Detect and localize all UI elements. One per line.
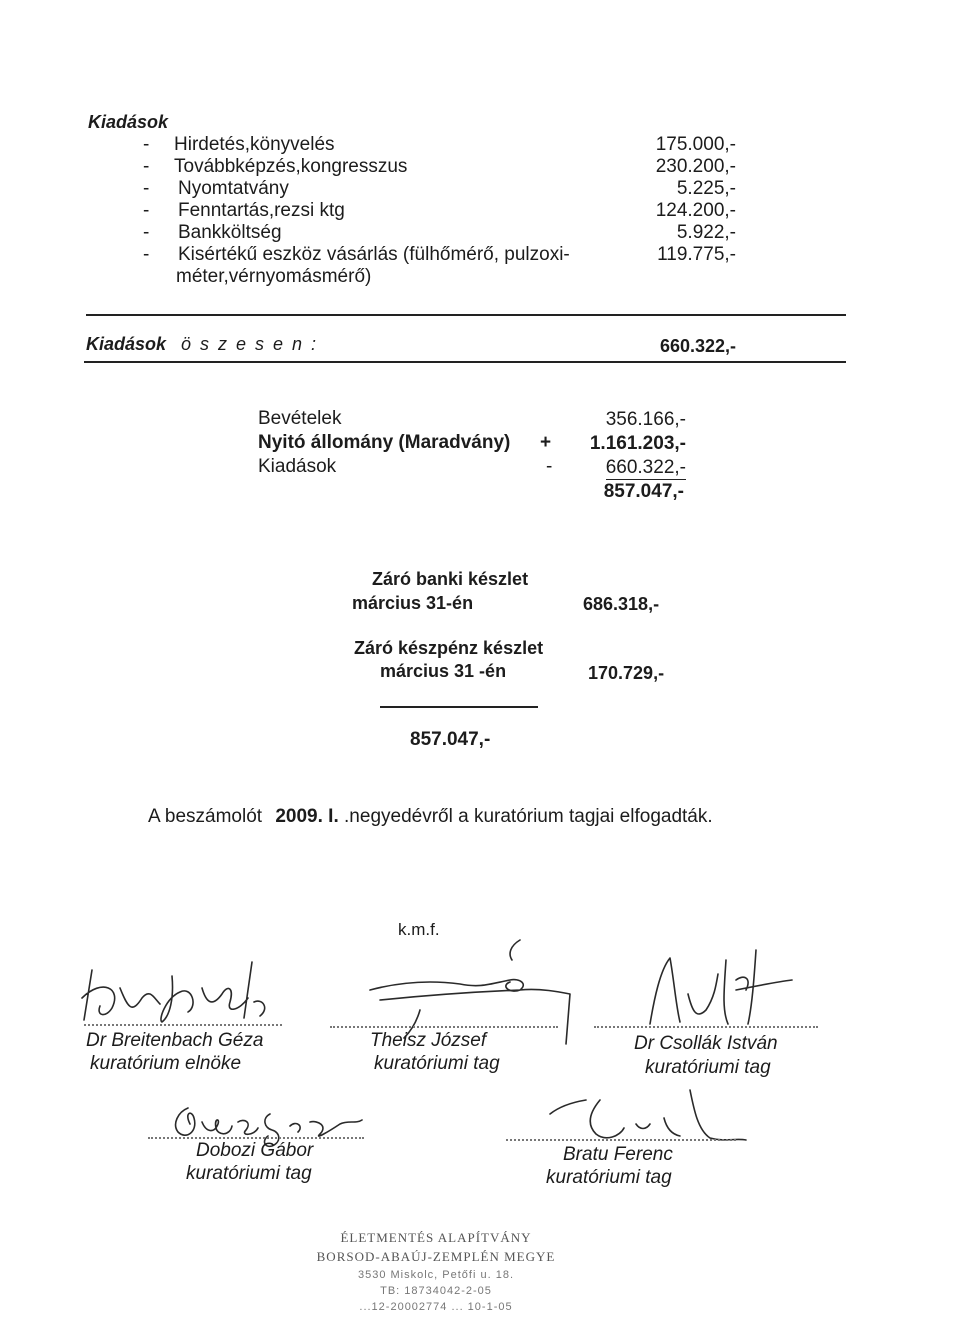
expense-label: Továbbképzés,kongresszus [174, 156, 408, 177]
statement-period: 2009. I. [275, 806, 339, 827]
expense-label: Kisértékű eszköz vásárlás (fülhőmérő, pulzoxi- [178, 244, 570, 265]
stamp-line1: ÉLETMENTÉS ALAPÍTVÁNY [340, 1230, 532, 1245]
closing-total: 857.047,- [410, 729, 491, 750]
stamp-line5: ...12-20002774 ... 10-1-05 [359, 1301, 513, 1313]
signature-breitenbach [62, 958, 282, 1028]
expenses-total-amount: 660.322,- [659, 336, 736, 356]
balance-expense-amount: 660.322,- [605, 457, 686, 478]
signatory-2-role: kuratóriumi tag [374, 1053, 500, 1074]
stamp-line3: 3530 Miskolc, Petőfi u. 18. [357, 1269, 514, 1281]
balance-expense-sign: - [546, 456, 553, 477]
signatory-1-name: Dr Breitenbach Géza [86, 1030, 264, 1051]
expense-bullet: - [143, 134, 150, 155]
expense-bullet: - [143, 222, 150, 243]
kmf-label: k.m.f. [398, 920, 440, 939]
signatory-3-name: Dr Csollák István [634, 1033, 778, 1054]
expense-amount: 119.775,- [657, 244, 736, 265]
expense-label: Fenntartás,rezsi ktg [178, 200, 345, 221]
cash-line1: Záró készpénz készlet [354, 638, 544, 658]
expense-amount: 230.200,- [655, 156, 736, 177]
signature-line-2 [330, 1026, 558, 1028]
stamp-line4: TB: 18734042-2-05 [380, 1285, 492, 1297]
expense-amount: 5.225,- [676, 178, 736, 199]
expense-bullet: - [143, 178, 150, 199]
signature-line-3 [594, 1026, 818, 1028]
balance-expense-amount-wrap [560, 457, 686, 479]
expenses-heading: Kiadások [88, 112, 169, 132]
expense-bullet: - [143, 156, 150, 177]
statement-line [148, 806, 713, 828]
expense-amount: 5.922,- [676, 222, 736, 243]
signature-csollak [636, 950, 796, 1030]
opening-sign: + [540, 432, 552, 453]
signature-line-1 [84, 1024, 282, 1026]
signatory-5-name: Bratu Ferenc [563, 1144, 673, 1165]
expenses-total-spaced: ö s z e s e n : [181, 334, 319, 354]
signature-line-4 [148, 1137, 364, 1139]
balance-expense-label: Kiadások [258, 456, 337, 477]
statement-suffix: .negyedévről a kuratórium tagjai elfogadták. [344, 806, 713, 827]
signatory-1-role: kuratórium elnöke [90, 1053, 242, 1074]
divider-bottom [84, 361, 846, 363]
bank-line2: március 31-én [352, 593, 474, 613]
expense-amount: 124.200,- [655, 200, 736, 221]
expense-label-continuation: méter,vérnyomásmérő) [176, 266, 372, 287]
signatory-5-role: kuratóriumi tag [546, 1167, 672, 1188]
signatory-4-name: Dobozi Gábor [196, 1140, 314, 1161]
opening-amount: 1.161.203,- [589, 433, 686, 454]
closing-divider [380, 706, 538, 708]
balance-result: 857.047,- [603, 481, 684, 502]
bank-amount: 686.318,- [583, 594, 660, 614]
expense-amount: 175.000,- [655, 134, 736, 155]
income-amount: 356.166,- [605, 409, 686, 430]
expense-label: Bankköltség [178, 222, 282, 243]
divider-top [86, 314, 846, 316]
income-label: Bevételek [258, 408, 342, 429]
signatory-4-role: kuratóriumi tag [186, 1163, 312, 1184]
cash-line2: március 31 -én [380, 661, 507, 681]
expense-label: Nyomtatvány [178, 178, 289, 199]
signatory-2-name: Theisz József [370, 1030, 487, 1051]
bank-line1: Záró banki készlet [372, 569, 529, 589]
expense-bullet: - [143, 200, 150, 221]
expenses-total-label: Kiadások [86, 334, 167, 354]
expense-label: Hirdetés,könyvelés [174, 134, 335, 155]
signatory-3-role: kuratóriumi tag [645, 1057, 771, 1078]
opening-label: Nyitó állomány (Maradvány) [258, 432, 511, 453]
statement-prefix: A beszámolót [148, 806, 263, 827]
cash-amount: 170.729,- [588, 663, 665, 683]
stamp-line2: BORSOD-ABAÚJ-ZEMPLÉN MEGYE [316, 1249, 556, 1264]
expense-bullet: - [143, 244, 150, 265]
signature-line-5 [506, 1139, 736, 1141]
